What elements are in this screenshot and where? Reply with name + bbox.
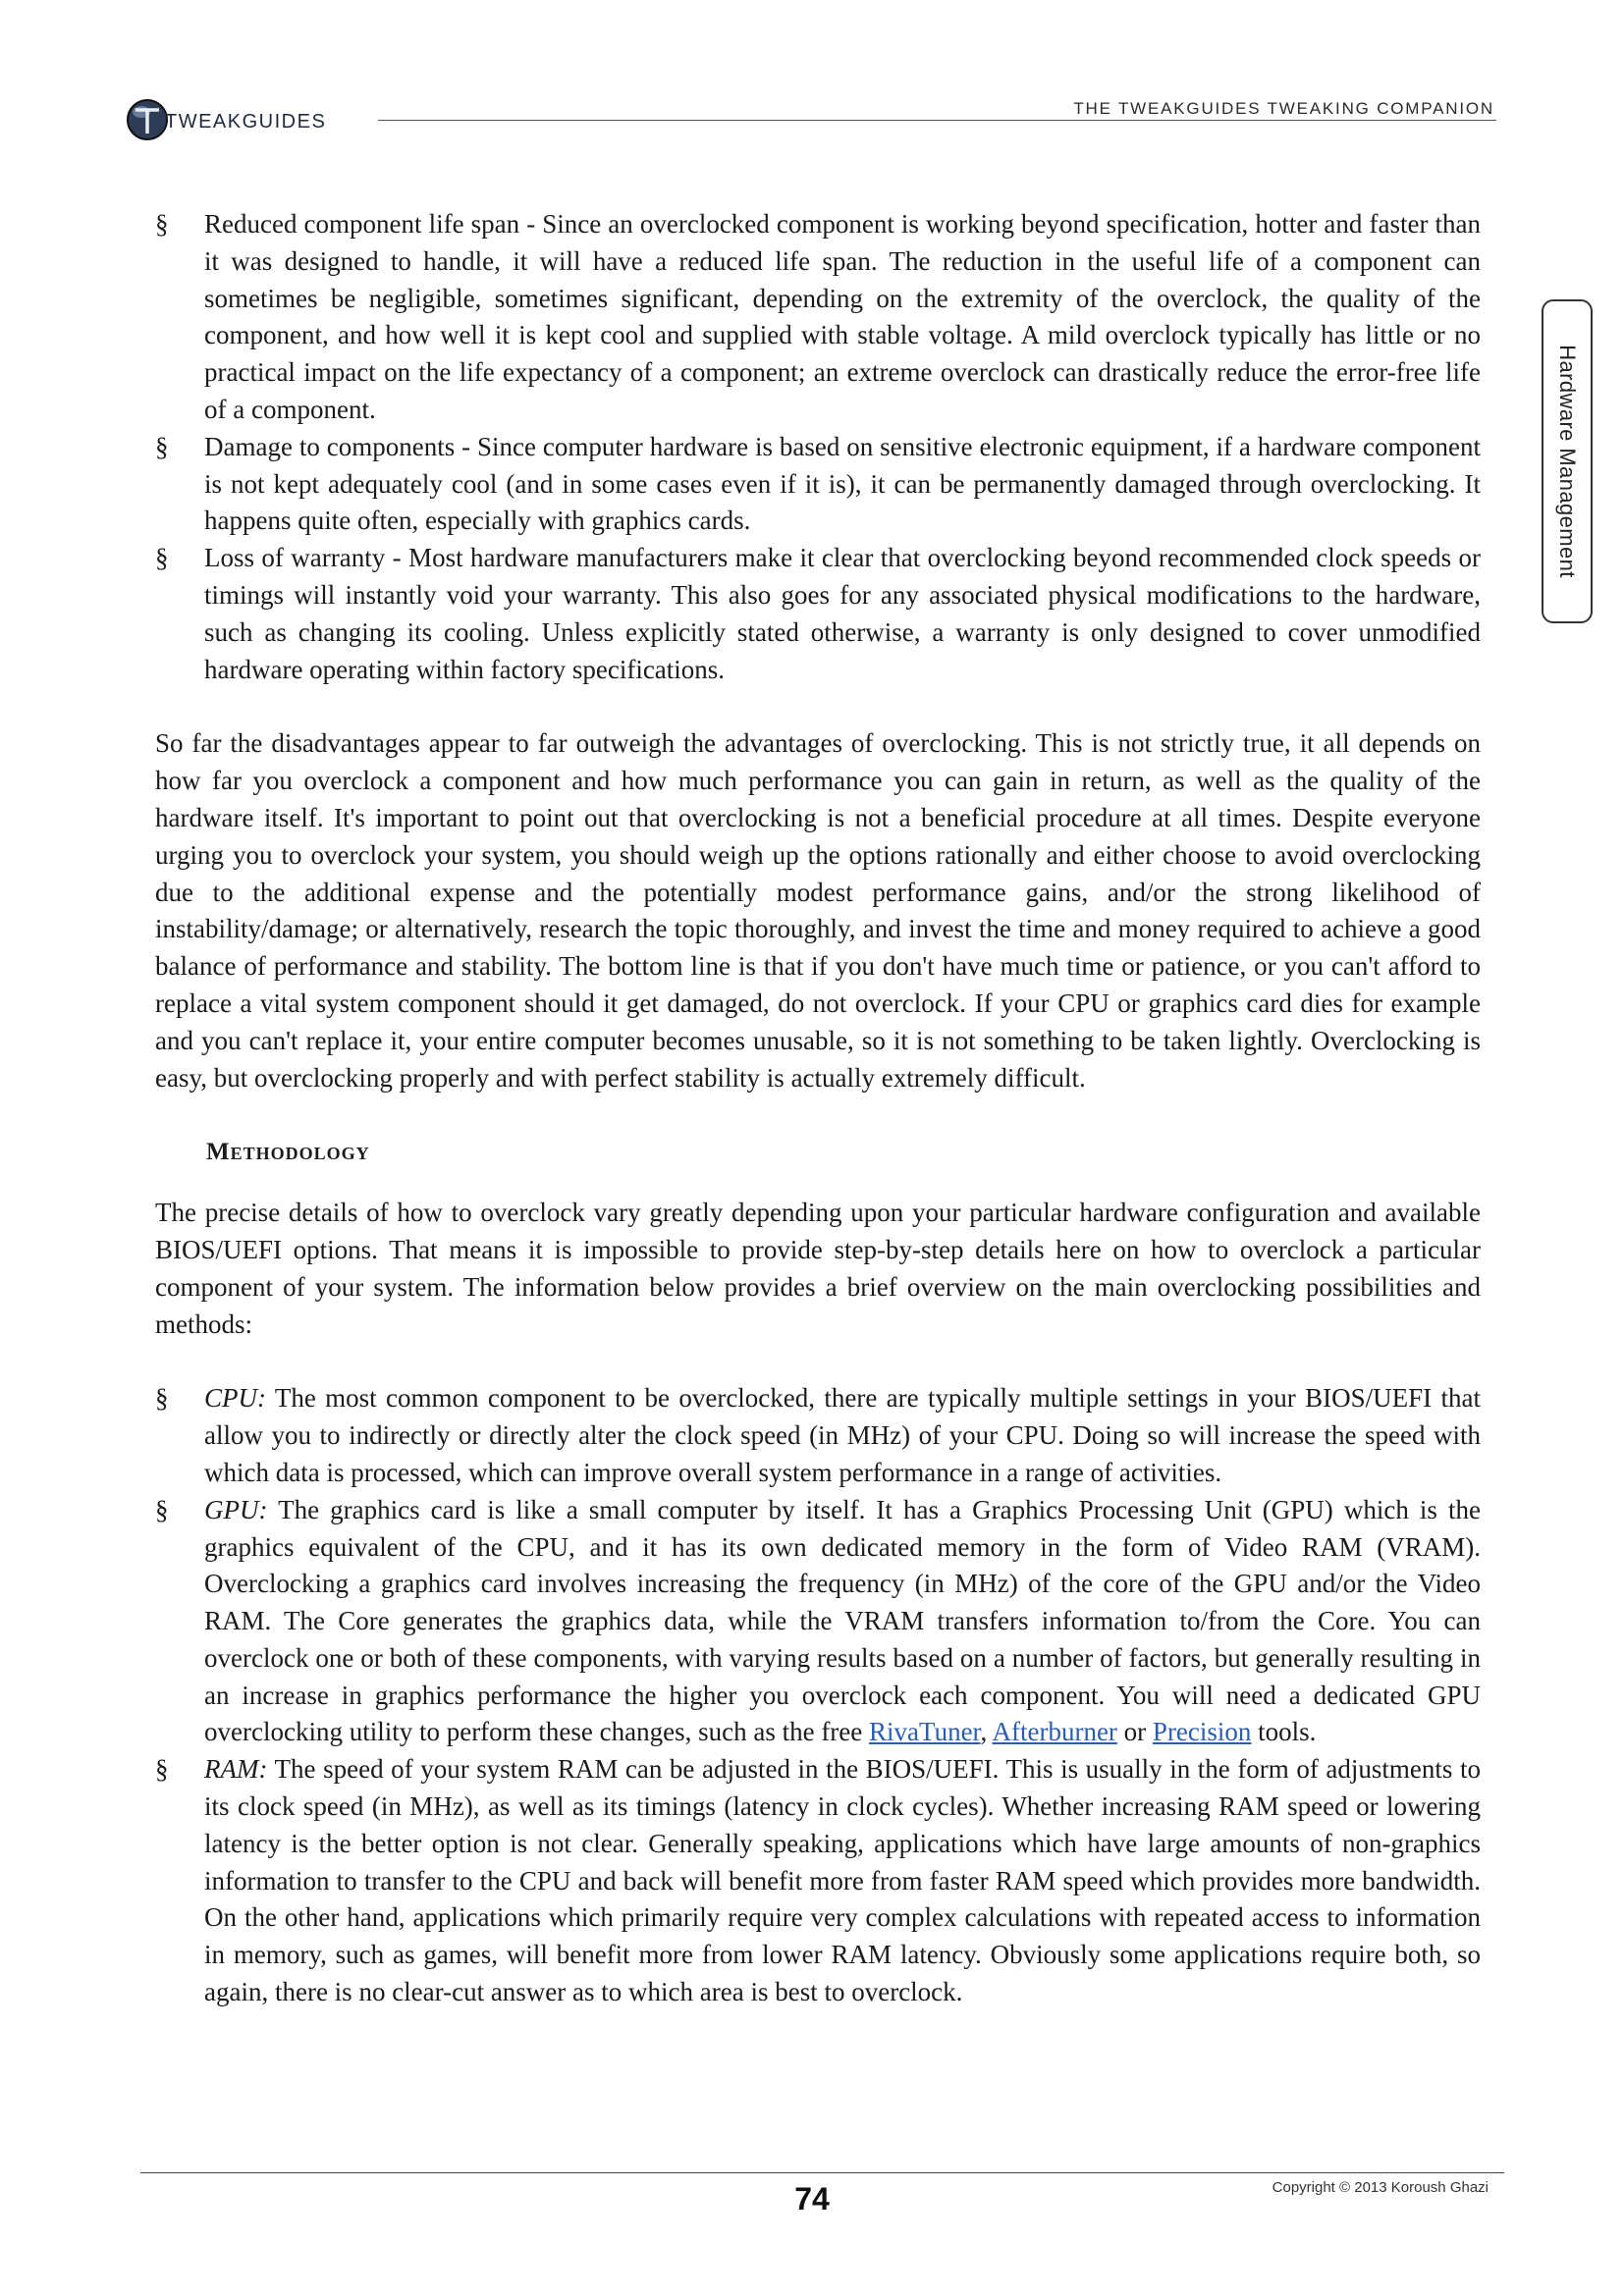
term-gpu: GPU: (204, 1494, 268, 1524)
list-item-warranty: § Loss of warranty - Most hardware manufacturers make it clear that overclocking beyond recommended clock speeds or timings will instantly void your warranty. This also goes for any associated physical modifications to the hardware, such as changing its cooling. Unless explicitly stated otherwise, a warranty is only designed to cover unmodified hardware operating within factory specifications. (155, 540, 1481, 688)
list-item-gpu (155, 1492, 1481, 1752)
ram-text: The speed of your system RAM can be adjusted in the BIOS/UEFI. This is usually in the form of adjustments to its clock speed (in MHz), as well as its timings (latency in clock cycles). Whether increasing RAM speed or lowering latency is the better option is not clear. Generally speaking, applications which have large amounts of non-graphics information to transfer to the CPU and back will benefit more from faster RAM speed which provides more bandwidth. On the other hand, applications which primarily require very complex calculations with repeated access to information in memory, such as games, will benefit more from lower RAM latency. Obviously some applications require both, so again, there is no clear-cut answer as to which area is best to overclock. (204, 1754, 1481, 2007)
methods-list (155, 1380, 1481, 2011)
page-number: 74 (794, 2181, 830, 2216)
term-ram: RAM: (204, 1754, 268, 1785)
precision-link[interactable]: Precision (1152, 1717, 1252, 1747)
globe-logo-icon (126, 96, 361, 143)
list-item-life-span: § Reduced component life span - Since an overclocked component is working beyond specification, hotter and faster than it was designed to handle, it will have a reduced life span. The reduction in the useful life of a component can sometimes be negligible, sometimes significant, depending on the extremity of the overclock, the quality of the component, and how well it is kept cool and supplied with stable voltage. A mild overclock typically has little or no practical impact on the life expectancy of a component; an extreme overclock can drastically reduce the error-free life of a component. (155, 206, 1481, 429)
term-cpu: CPU: (204, 1383, 266, 1414)
header-title: THE TWEAKGUIDES TWEAKING COMPANION (1073, 99, 1494, 118)
section-heading: Methodology (206, 1139, 370, 1166)
gpu-separator-2: or (1116, 1717, 1153, 1747)
side-tab-label: Hardware Management (1555, 345, 1580, 578)
footer-divider (140, 2172, 1504, 2173)
brand-text: TWEAKGUIDES (165, 111, 327, 133)
disadvantages-list (155, 206, 1481, 688)
copyright-notice: Copyright © 2013 Koroush Ghazi (1272, 2179, 1489, 2196)
afterburner-link[interactable]: Afterburner (992, 1717, 1117, 1747)
paragraph-methodology: The precise details of how to overclock vary greatly depending upon your particular hardware configuration and available BIOS/UEFI options. That means it is impossible to provide step-by-step details here on how to overclock a particular component of your system. The information below provides a brief overview on the main overclocking possibilities and methods: (155, 1198, 1481, 1339)
gpu-separator-1: , (980, 1717, 993, 1747)
rivatuner-link[interactable]: RivaTuner (869, 1717, 981, 1747)
section-side-tab (1542, 299, 1593, 623)
paragraph-summary: So far the disadvantages appear to far outweigh the advantages of overclocking. This is not strictly true, it all depends on how far you overclock a component and how much performance you can gain in return, as well as the quality of the hardware itself. It's important to point out that overclocking is not a beneficial procedure at all times. Despite everyone urging you to overclock your system, you should weigh up the options rationally and either choose to avoid overclocking due to the additional expense and the potentially modest performance gains, and/or the strong likelihood of instability/damage; or alternatively, research the topic thoroughly, and invest the time and money required to achieve a good balance of performance and stability. The bottom line is that if you don't have much time or patience, or you can't afford to replace a vital system component should it get damaged, do not overclock. If your CPU or graphics card dies for example and you can't replace it, your entire computer becomes unusable, so it is not something to be taken lightly. Overclocking is easy, but overclocking properly and with perfect stability is actually extremely difficult. (155, 728, 1481, 1093)
cpu-text: The most common component to be overclocked, there are typically multiple settings in your BIOS/UEFI that allow you to indirectly or directly alter the clock speed (in MHz) of your CPU. Doing so will increase the speed with which data is processed, which can improve overall system performance in a range of activities. (204, 1383, 1481, 1487)
gpu-text: The graphics card is like a small computer by itself. It has a Graphics Processing Unit (GPU) which is the graphics equivalent of the CPU, and it has its own dedicated memory in the form of Video RAM (VRAM). Overclocking a graphics card involves increasing the frequency (in MHz) of the core of the GPU and/or the Video RAM. The Core generates the graphics data, while the VRAM transfers information to/from the Core. You can overclock one or both of these components, with varying results based on a number of factors, but generally resulting in an increase in graphics performance the higher you overclock each component. You will need a dedicated GPU overclocking utility to perform these changes, such as the free (204, 1494, 1481, 1747)
gpu-tail: tools. (1251, 1717, 1317, 1747)
list-item-cpu (155, 1380, 1481, 1491)
page-header (0, 0, 1624, 147)
list-item-ram (155, 1751, 1481, 2011)
header-divider (378, 120, 1496, 121)
page-content (155, 206, 1481, 2011)
list-item-damage: § Damage to components - Since computer hardware is based on sensitive electronic equipment, if a hardware component is not kept adequately cool (and in some cases even if it is), it can be permanently damaged through overclocking. It happens quite often, especially with graphics cards. (155, 429, 1481, 540)
